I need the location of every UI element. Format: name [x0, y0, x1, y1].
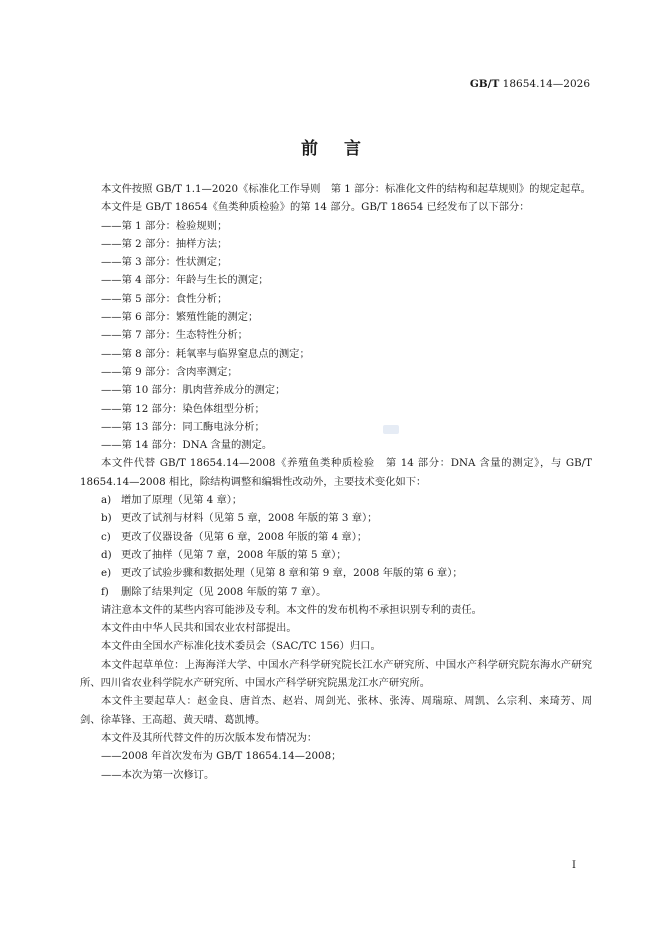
- list-item: [80, 583, 592, 601]
- list-item: ——第 10 部分：肌肉营养成分的测定；: [101, 384, 286, 397]
- standard-number: 18654.14—2026: [502, 78, 590, 90]
- item-text: 更改了抽样（见第 7 章，2008 年版的第 5 章）；: [121, 548, 347, 561]
- paragraph: 本文件起草单位：上海海洋大学、中国水产科学研究院长江水产研究所、中国水产科学研究院东海水产研究所、四川省农业科学院水产研究所、中国水产科学研究院黑龙江水产研究所。: [80, 658, 592, 690]
- list-item: ——2008 年首次发布为 GB/T 18654.14—2008；: [101, 750, 342, 763]
- parts-list: [80, 217, 592, 455]
- page-number: I: [572, 860, 576, 871]
- list-item: ——第 8 部分：耗氧率与临界窒息点的测定；: [101, 347, 310, 360]
- list-item: ——第 14 部分：DNA 含量的测定。: [101, 439, 273, 452]
- item-text: 增加了原理（见第 4 章）；: [121, 494, 243, 507]
- list-item: ——第 3 部分：性状测定；: [101, 256, 228, 269]
- list-item: [80, 546, 592, 564]
- list-item: ——本次为第一次修订。: [101, 768, 215, 781]
- list-item: ——第 6 部分：繁殖性能的测定；: [101, 311, 259, 324]
- item-label: c): [101, 530, 111, 543]
- list-item: ——第 13 部分：同工酶电泳分析；: [101, 420, 265, 433]
- paragraph: 本文件代替 GB/T 18654.14—2008《养殖鱼类种质检验 第 14 部分：DNA 含量的测定》，与 GB/T 18654.14—2008 相比，除结构调整和编辑性改动外，主要技术变化如下：: [80, 457, 592, 488]
- standard-prefix: GB/T: [469, 78, 500, 90]
- list-item: [80, 528, 592, 546]
- item-text: 更改了仪器设备（见第 6 章，2008 年版的第 4 章）；: [121, 530, 368, 543]
- item-text: 更改了试剂与材料（见第 5 章，2008 年版的第 3 章）；: [121, 512, 378, 525]
- item-label: d): [101, 548, 112, 561]
- paragraph: 本文件主要起草人：赵金良、唐首杰、赵岩、周剑光、张林、张涛、周瑞琼、周凯、么宗利、来琦芳、周剑、徐革锋、王高超、黄天晴、葛凯博。: [80, 695, 592, 726]
- history-list: [80, 747, 592, 784]
- paragraph: 本文件由中华人民共和国农业农村部提出。: [101, 622, 297, 635]
- page-title: 前言: [301, 139, 387, 159]
- item-label: f): [101, 585, 109, 598]
- list-item: ——第 4 部分：年龄与生长的测定；: [101, 274, 269, 287]
- paragraph: 本文件由全国水产标准化技术委员会（SAC/TC 156）归口。: [101, 640, 381, 653]
- list-item: ——第 9 部分：含肉率测定；: [101, 365, 238, 378]
- list-item: ——第 5 部分：食性分析；: [101, 292, 228, 305]
- list-item: ——第 1 部分：检验规则；: [101, 219, 228, 232]
- item-text: 删除了结果判定（见 2008 年版的第 7 章）。: [121, 585, 327, 598]
- foreword-body: [80, 180, 592, 784]
- list-item: [80, 491, 592, 509]
- list-item: [80, 564, 592, 582]
- item-text: 更改了试验步骤和数据处理（见第 8 章和第 9 章，2008 年版的第 6 章）；: [121, 567, 463, 580]
- changes-list: [80, 491, 592, 601]
- list-item: [80, 509, 592, 527]
- standard-code: [470, 78, 590, 90]
- item-label: a): [101, 494, 112, 507]
- list-item: ——第 2 部分：抽样方法；: [101, 237, 228, 250]
- list-item: ——第 12 部分：染色体组型分析；: [101, 402, 265, 415]
- item-label: b): [101, 512, 112, 525]
- paragraph: 本文件按照 GB/T 1.1—2020《标准化工作导则 第 1 部分：标准化文件的结构和起草规则》的规定起草。: [101, 183, 591, 195]
- paragraph: 请注意本文件的某些内容可能涉及专利。本文件的发布机构不承担识别专利的责任。: [101, 603, 482, 616]
- list-item: ——第 7 部分：生态特性分析；: [101, 329, 248, 342]
- item-label: e): [101, 567, 112, 580]
- paragraph: 本文件及其所代替文件的历次版本发布情况为：: [101, 731, 318, 744]
- paragraph: 本文件是 GB/T 18654《鱼类种质检验》的第 14 部分。GB/T 18654 已经发布了以下部分：: [101, 201, 530, 214]
